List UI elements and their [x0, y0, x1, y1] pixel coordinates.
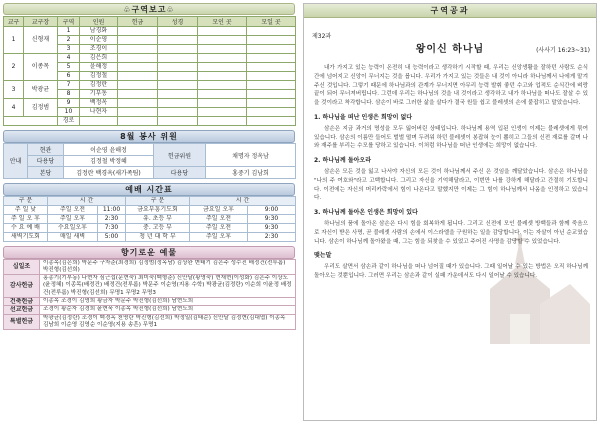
schedule-head: 구 분 [126, 196, 190, 205]
schedule-cell: 2:30 [248, 232, 296, 241]
report-cell [158, 81, 198, 90]
area-leader: 남경화 [80, 27, 118, 36]
schedule-cell: 5:00 [98, 232, 126, 241]
schedule-cell: 청 년 대 학 부 [126, 232, 190, 241]
offering-row [4, 306, 296, 314]
schedule-cell: 수 요 예 배 [4, 223, 48, 232]
offering-category: 선교헌금 [4, 306, 40, 314]
report-cell [198, 108, 247, 117]
report-column-header: 인원 [80, 17, 118, 27]
schedule-cell: 2:30 [98, 214, 126, 223]
vol-names: 김정철 박정혜 [64, 155, 154, 167]
point-heading: 1. 하나님을 떠난 인생은 희망이 없다 [314, 113, 413, 121]
report-cell [118, 36, 158, 45]
volunteers-label: 안내 [4, 144, 28, 179]
volunteers-title: 8월 봉사 위원 [3, 130, 295, 143]
report-column-header: 구역 [58, 17, 80, 27]
report-row [4, 27, 296, 36]
schedule-head: 구 분 [4, 196, 48, 205]
report-cell [118, 72, 158, 81]
closing-heading: 맺는말 [314, 252, 332, 260]
area-number: 8 [58, 90, 80, 99]
report-footer-label: 경로 [58, 117, 80, 126]
intro-paragraph: 내가 가지고 있는 능력이 온전히 내 능력이라고 생각하기 시작할 때, 우리는 신앙생활을 잘하던 사람도 순식간에 넘어지고 신앙이 무너지는 것을 봅니다. 우리가 가지고 있는 것들은 내 것이 아니라 하나님께서 나에게 맡겨주신 것입니다. 그렇기 때문에 하나님과의 관계가 무너지면 아무리 능력 발휘 좋던 수고와 업적도 순식간에 벼랑끝이 되어 무너져버립니다. 그런데 우리는 하나님의 것을 내 것이라고 생각하고 내가 하나님을 떠나도 잘살 수 있을 것이라고 착각합니다. 삼손이 바로 그러한 삶을 살다가 결국 원들 쉽고 블레셋의 손에 붙잡히고 말았습니다. [314, 65, 588, 107]
schedule-cell: 유. 초등 부 [126, 214, 190, 223]
point-text: 삼손은 모든 것을 잃고 나서야 자신의 모든 것이 하나님께서 주신 은 것임을 깨달았습니다. 삼손은 하나님을 "나의 주 여호와"라고 고백합니다. 그리고 자신을 기억해달라고, 이번만 나를 강하게 해달라고 간절히 기도합니다. 이전에는 자신의 머리카락에서 힘이 나온다고 말했지만 이제는 그 힘이 하나님께서 나옴을 인정하고 있습니다. [314, 168, 588, 202]
report-cell [198, 117, 247, 126]
schedule-cell: 주일 오전 [190, 214, 248, 223]
left-column [3, 3, 295, 421]
offerings-title: 향기로운 예물 [3, 246, 295, 259]
vol-names: 홍중기 김남희 [206, 167, 296, 179]
schedule-cell: 9:00 [248, 205, 296, 214]
schedule-cell: 주 일 오 후 [4, 214, 48, 223]
vol-names: 김정란 백경옥(새가족팀) [64, 167, 154, 179]
area-leader: 나현자 [80, 108, 118, 117]
report-cell [158, 90, 198, 99]
offering-row [4, 259, 296, 275]
report-header-row [4, 17, 296, 27]
report-cell [198, 45, 247, 54]
schedule-head: 시 간 [190, 196, 296, 205]
offering-category: 건축헌금 [4, 297, 40, 305]
offering-category: 특별헌금 [4, 314, 40, 330]
point-text: 하나님의 품에 돌아온 삼손은 다시 힘을 회복하게 됩니다. 그리고 신전에 모인 블레셋 방백들과 함께 죽음으로 자신이 받은 사명, 곧 블레셋 사람의 손에서 이스라엘을 구원하는 일을 감당합니다. 이는 자살이 아닌 순교였습니다. 삼손이 하나님께 돌아왔을 때, 그는 힘을 되찾을 수 있었고 주어진 사명을 감당할 수 있었습니다. [314, 220, 588, 245]
district-leader: 박광균 [24, 81, 58, 99]
report-cell [198, 81, 247, 90]
area-leader: 김은희 [80, 54, 118, 63]
lesson-reference: (사사기 16:23~31) [536, 47, 590, 54]
point-heading: 3. 하나님께 돌아온 인생은 희망이 있다 [314, 209, 418, 217]
sermon-body [314, 64, 588, 281]
schedule-cell: 주 일 낮 [4, 205, 48, 214]
offering-category: 십일조 [4, 259, 40, 275]
schedule-cell: 수요일오후 [48, 223, 98, 232]
district-leader: 김정범 [24, 99, 58, 117]
schedule-cell: 주일 오전 [48, 205, 98, 214]
report-cell [158, 99, 198, 108]
report-column-header: 교구 [4, 17, 24, 27]
report-cell [4, 117, 58, 126]
volunteers-table [3, 143, 296, 179]
report-cell [80, 117, 118, 126]
report-cell [158, 54, 198, 63]
report-cell [158, 72, 198, 81]
report-cell [158, 117, 198, 126]
schedule-row [4, 214, 296, 223]
schedule-title: 예배 시간표 [3, 183, 295, 196]
schedule-row [4, 232, 296, 241]
report-cell [247, 90, 296, 99]
offerings-table [3, 259, 296, 331]
report-cell [198, 99, 247, 108]
report-cell [198, 63, 247, 72]
district-leader: 신형재 [24, 27, 58, 54]
area-leader: 김정철 [80, 72, 118, 81]
offering-names: 조경이 황순자 김경희 윤현욱 이종목 박진형(김선희) 남현도희 [40, 306, 296, 314]
offering-row [4, 297, 296, 305]
vol-names: 이순영 윤해정 [64, 144, 154, 156]
schedule-cell: 7:30 [98, 223, 126, 232]
district-number: 4 [4, 99, 24, 117]
point-text: 삼손은 지금 과거의 명성을 모두 잃어버린 상태입니다. 하나님께 용역 입된 인생이 이제는 블레셋에게 묶여 있습니다. 삼손의 이름만 들어도 벌벌 떨며 두려워 하던 블레셋이 봉잡혀 눈이 뽑히고 그들의 신전 재료를 갈며 나와 재주를 부리는 수모를 당하고 있습니다. 이처럼 하나님을 떠난 인생에는 희망이 없습니다. [314, 125, 588, 150]
report-cell [247, 108, 296, 117]
schedule-cell: 주일 오후 [48, 214, 98, 223]
schedule-cell: 9:30 [248, 223, 296, 232]
offering-row [4, 314, 296, 330]
schedule-cell: 주일 오후 [190, 232, 248, 241]
schedule-cell: 9:30 [248, 214, 296, 223]
report-cell [247, 72, 296, 81]
district-leader: 이종목 [24, 54, 58, 81]
report-cell [118, 99, 158, 108]
offering-row [4, 275, 296, 298]
report-cell [158, 27, 198, 36]
area-leader: 조경이 [80, 45, 118, 54]
schedule-head: 시 간 [48, 196, 126, 205]
report-cell [158, 36, 198, 45]
offering-names: 이종목 조경이 김영희 황금자 박문주 박진형(김선희) 남현도희 [40, 297, 296, 305]
report-column-header: 모일 곳 [247, 17, 296, 27]
vol-role: 헌금위원 [154, 144, 206, 167]
report-cell [118, 117, 158, 126]
report-footer-row [4, 117, 296, 126]
report-body [4, 27, 296, 126]
area-number: 3 [58, 45, 80, 54]
report-column-header: 교구장 [24, 17, 58, 27]
area-number: 9 [58, 99, 80, 108]
report-cell [158, 45, 198, 54]
report-cell [247, 99, 296, 108]
report-cell [247, 27, 296, 36]
schedule-cell: 중. 고등 부 [126, 223, 190, 232]
report-cell [198, 90, 247, 99]
offerings-body [4, 259, 296, 330]
area-leader: 이순영 [80, 36, 118, 45]
schedule-row [4, 223, 296, 232]
report-column-header: 성경 [158, 17, 198, 27]
report-cell [198, 27, 247, 36]
area-leader: 기부동 [80, 90, 118, 99]
area-number: 2 [58, 36, 80, 45]
district-number: 1 [4, 27, 24, 54]
closing-text: 우리도 살면서 삼손과 같이 하나님을 떠나 넘어질 때가 있습니다. 그때 일어날 수 있는 방법은 오직 하나님께 돌아오는 것뿐입니다. 그러면 우리는 삼손과 같이 실패 가운데서도 다시 일어날 수 있습니다. [314, 264, 588, 279]
lesson-title: 왕이신 하나님 [415, 44, 485, 55]
report-column-header: 헌금 [118, 17, 158, 27]
report-cell [247, 117, 296, 126]
report-cell [118, 27, 158, 36]
report-cell [118, 54, 158, 63]
report-cell [158, 108, 198, 117]
vol-role: 다용당 [28, 155, 64, 167]
vol-role: 본당 [28, 167, 64, 179]
vol-names: 채명자 정옥남 [206, 144, 296, 167]
sermon-header: 구역공과 [304, 4, 596, 18]
area-number: 5 [58, 63, 80, 72]
schedule-body [4, 205, 296, 241]
area-number: 1 [58, 27, 80, 36]
report-cell [198, 72, 247, 81]
offering-names: 박광균(김정란) 조경이 백경옥 천명란 박진형(김선희) 박정일(김태순) 신안달 김정현(김대엽) 이종목 김남희 이순영 김영순 이순영(지용 송흔) 무명1 [40, 314, 296, 330]
schedule-row [4, 205, 296, 214]
district-number: 3 [4, 81, 24, 99]
lesson-number: 제32과 [312, 33, 332, 40]
report-row [4, 99, 296, 108]
report-row [4, 54, 296, 63]
report-cell [247, 81, 296, 90]
report-cell [118, 45, 158, 54]
report-row [4, 81, 296, 90]
report-cell [198, 36, 247, 45]
report-cell [118, 90, 158, 99]
report-column-header: 모인 곳 [198, 17, 247, 27]
area-number: 6 [58, 72, 80, 81]
schedule-cell: 11:00 [98, 205, 126, 214]
report-cell [247, 45, 296, 54]
point-heading: 2. 하나님께 돌아오라 [314, 157, 372, 165]
report-cell [247, 54, 296, 63]
offering-category: 감사헌금 [4, 275, 40, 298]
area-number: 10 [58, 108, 80, 117]
area-leader: 윤해정 [80, 63, 118, 72]
schedule-cell: 금요부흥기도회 [126, 205, 190, 214]
report-table [3, 16, 296, 126]
schedule-cell: 새벽기도회 [4, 232, 48, 241]
schedule-cell: 매일 새벽 [48, 232, 98, 241]
area-number: 4 [58, 54, 80, 63]
report-title: ♧구역보고♧ [3, 3, 295, 15]
report-cell [118, 81, 158, 90]
report-cell [247, 36, 296, 45]
sermon-panel [303, 3, 597, 421]
schedule-table [3, 196, 296, 242]
area-number: 7 [58, 81, 80, 90]
report-cell [158, 63, 198, 72]
report-cell [198, 54, 247, 63]
offering-names: 이종목(김은희) 박문주 구자준(최경희) 김정범(정옥남) 김상완 변태기 김은주 성수진 배정건(전루롬) 박진형(김선희) [40, 259, 296, 275]
offering-names: 홍종기(기부동) 나현자 심근섭(문현숙) 최미숙(백형준) 신안달(황영숙) 현재현(이성화) 김은주 이상도(윤정혜) 이종목(배정건) 배정건(전루롬) 박문주 이순영(지용 수학) 박광균(김정란) 이순희 이윤정 배정건(전루롬) 박진형(김선희) 무명1 무명2 무명3 [40, 275, 296, 298]
schedule-cell: 주일 오전 [190, 223, 248, 232]
vol-role: 현관 [28, 144, 64, 156]
report-cell [118, 63, 158, 72]
vol-role: 다용당 [154, 167, 206, 179]
schedule-cell: 금요일 오후 [190, 205, 248, 214]
report-cell [247, 63, 296, 72]
area-leader: 김정란 [80, 81, 118, 90]
area-leader: 백정옥 [80, 99, 118, 108]
report-cell [118, 108, 158, 117]
district-number: 2 [4, 54, 24, 81]
